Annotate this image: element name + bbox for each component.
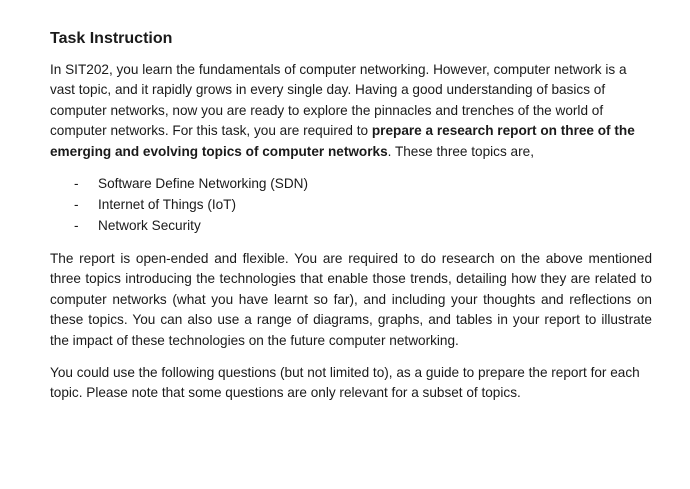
- section-heading: Task Instruction: [50, 30, 173, 47]
- topic-label: Internet of Things (IoT): [98, 197, 237, 213]
- list-item: [50, 194, 652, 215]
- dash-bullet: -: [74, 218, 79, 234]
- topic-label: Software Define Networking (SDN): [98, 176, 309, 192]
- paragraph-spacer: [50, 351, 652, 363]
- intro-paragraph: [50, 60, 652, 162]
- topic-label: Network Security: [98, 218, 201, 234]
- intro-lead-text: In SIT202, you learn the fundamentals of computer networking. However, computer network is a vast topic, and it rapidly grows in every single day. Having a good understanding of basics of computer networks, now you are ready to explore the pinnacles and trenches of the world of computer networks. For this task, you are required to: [50, 62, 627, 139]
- dash-bullet: -: [74, 176, 79, 192]
- report-paragraph: The report is open-ended and flexible. You are required to do research on the above mentioned three topics introducing the technologies that enable those trends, detailing how they are related to computer networks (what you have learnt so far), and including your thoughts and reflections on these topics. You can also use a range of diagrams, graphs, and tables in your report to illustrate the impact of these technologies on the future computer networking.: [50, 251, 652, 348]
- intro-emphasis-text: prepare a research report on three of the emerging and evolving topics of computer networks: [50, 123, 635, 159]
- topic-list: [50, 173, 652, 236]
- list-item: [50, 173, 652, 194]
- dash-bullet: -: [74, 197, 79, 213]
- list-item: [50, 215, 652, 236]
- intro-tail-text: . These three topics are,: [387, 143, 534, 159]
- guide-paragraph: You could use the following questions (but not limited to), as a guide to prepare the report for each topic. Please note that some questions are only relevant for a subset of topics.: [50, 365, 640, 401]
